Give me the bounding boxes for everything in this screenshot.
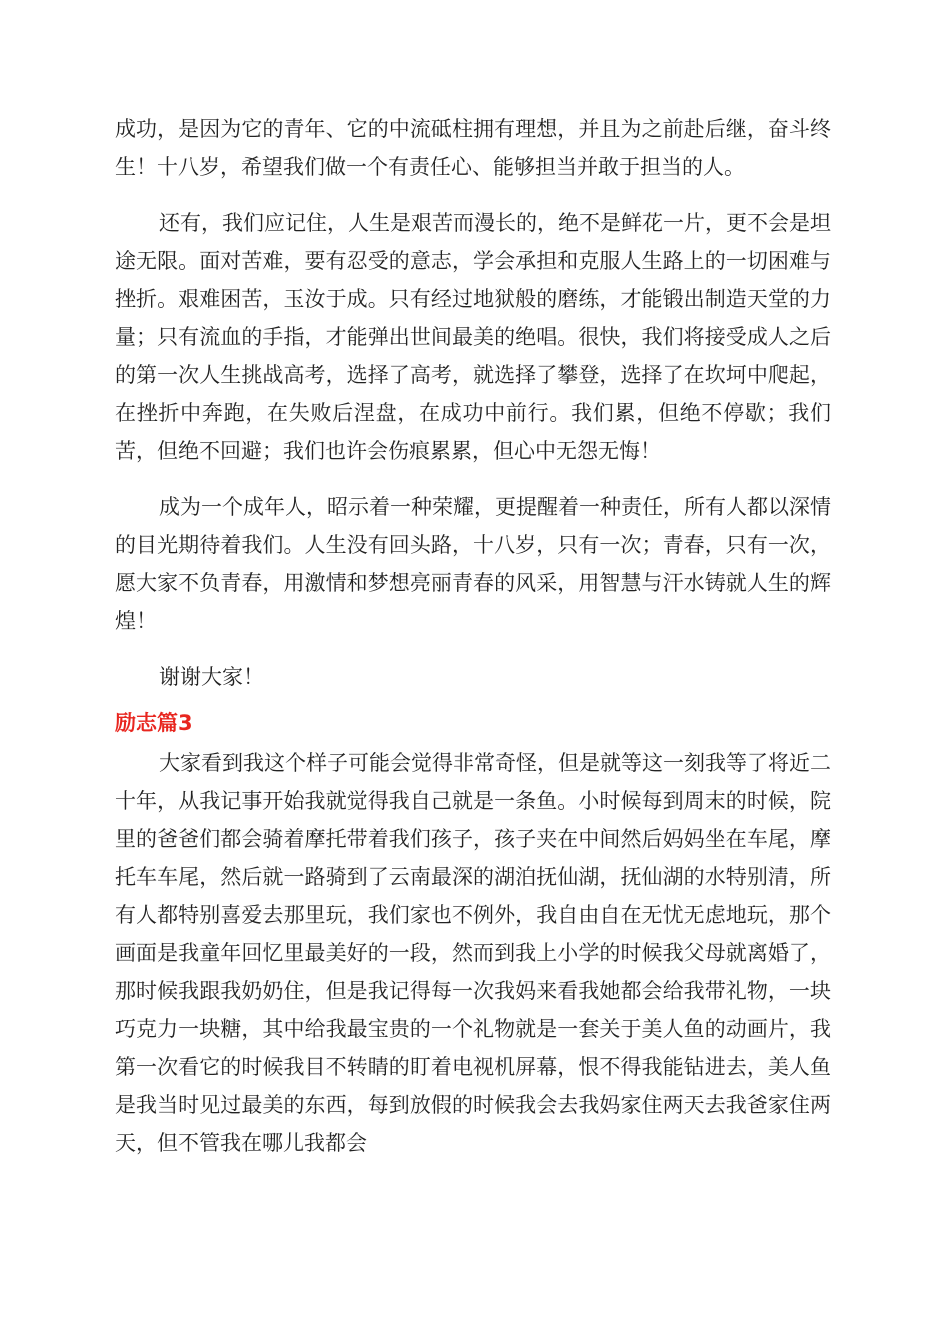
section-heading: 励志篇3 — [115, 711, 193, 735]
paragraph-thanks: 谢谢大家！ — [159, 665, 264, 689]
paragraph-success-ideal: 成功，是因为它的青年、它的中流砥柱拥有理想，并且为之前赴后继，奋斗终生！十八岁，希望我们做一个有责任心、能够担当并敢于担当的人。 — [115, 117, 831, 179]
paragraph-remember-hardship: 还有，我们应记住，人生是艰苦而漫长的，绝不是鲜花一片，更不会是坦途无限。面对苦难，要有忍受的意志，学会承担和克服人生路上的一切困难与挫折。艰难困苦，玉汝于成。只有经过地狱般的磨练，才能锻出制造天堂的力量；只有流血的手指，才能弹出世间最美的绝唱。很快，我们将接受成人之后的第一次人生挑战高考，选择了高考，就选择了攀登，选择了在坎坷中爬起，在挫折中奔跑，在失败后涅盘，在成功中前行。我们累，但绝不停歇；我们苦，但绝不回避；我们也许会伤痕累累，但心中无怨无悔！ — [115, 211, 831, 463]
paragraph-adulthood-responsibility: 成为一个成年人，昭示着一种荣耀，更提醒着一种责任，所有人都以深情的目光期待着我们。人生没有回头路，十八岁，只有一次；青春，只有一次，愿大家不负青春，用激情和梦想亮丽青春的风采，用智慧与汗水铸就人生的辉煌！ — [115, 495, 831, 633]
document-body — [115, 110, 831, 1180]
paragraph-mermaid-story: 大家看到我这个样子可能会觉得非常奇怪，但是就等这一刻我等了将近二十年，从我记事开始我就觉得我自己就是一条鱼。小时候每到周末的时候，院里的爸爸们都会骑着摩托带着我们孩子，孩子夹在中间然后妈妈坐在车尾，摩托车车尾，然后就一路骑到了云南最深的湖泊抚仙湖，抚仙湖的水特别清，所有人都特别喜爱去那里玩，我们家也不例外，我自由自在无忧无虑地玩，那个画面是我童年回忆里最美好的一段，然而到我上小学的时候我父母就离婚了，那时候我跟我奶奶住，但是我记得每一次我妈来看我她都会给我带礼物，一块巧克力一块糖，其中给我最宝贵的一个礼物就是一套关于美人鱼的动画片，我第一次看它的时候我目不转睛的盯着电视机屏幕，恨不得我能钻进去，美人鱼是我当时见过最美的东西，每到放假的时候我会去我妈家住两天去我爸家住两天，但不管我在哪儿我都会 — [115, 751, 831, 1155]
